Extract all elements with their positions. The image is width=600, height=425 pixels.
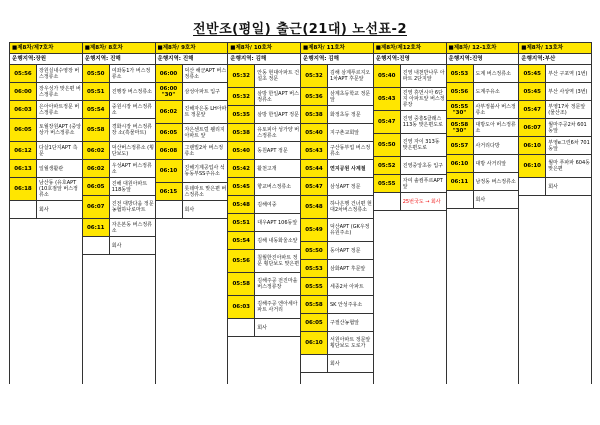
departure-time: 05:42 — [228, 160, 255, 177]
route-table — [9, 42, 592, 384]
stop-name: 동원APT 정문 — [257, 147, 288, 154]
stop-row — [228, 106, 300, 124]
stop-name: 대방 사거리앞 — [475, 160, 507, 167]
stop-name: 향교버스정류소 — [257, 183, 292, 190]
departure-time: 06:00 — [10, 83, 37, 100]
stop-row — [83, 219, 155, 237]
departure-time: 06:02 — [83, 142, 110, 159]
stop-row — [519, 137, 591, 155]
stop-row — [447, 101, 519, 119]
stop-name: 덕산APT (GK우정유원주소) — [330, 224, 370, 236]
departure-time: 05:38 — [301, 106, 328, 123]
stop-name: 삼화APT 후문앞 — [330, 265, 366, 272]
stop-name: 우성APT 버스정류소 — [111, 162, 152, 175]
departure-time: 05:40 — [228, 142, 255, 159]
departure-time: 05:45 — [519, 83, 546, 100]
stop-row — [83, 178, 155, 196]
stop-name: 진해 대원아파트 118동앞 — [111, 180, 148, 193]
departure-time: 05:40 — [301, 124, 328, 141]
stop-name: 구산동부업 버스정류소 — [330, 144, 371, 157]
stop-name: 활천고개 — [257, 165, 277, 172]
stop-row — [10, 101, 82, 119]
departure-time — [301, 355, 328, 372]
stop-row — [519, 178, 591, 196]
route-column — [519, 43, 592, 384]
stop-name: 부산 사상역 (3번) — [548, 88, 588, 95]
departure-time — [519, 178, 546, 195]
stop-name: 진해기계공업사 석동동부SS주유소 — [184, 165, 225, 177]
stop-row — [10, 83, 82, 101]
stop-row — [374, 134, 446, 157]
stop-name: 다살1단지APT 측문 — [39, 144, 78, 157]
stop-row — [301, 219, 373, 242]
departure-time: 06:10 — [301, 332, 328, 354]
stop-name: 진영 중흥S클래스 113동 맞은편도로 — [402, 116, 443, 128]
stop-row — [83, 142, 155, 160]
departure-time: 05:56 — [228, 250, 255, 272]
stop-row — [10, 65, 82, 83]
stop-row — [156, 65, 228, 83]
stop-row — [301, 160, 373, 178]
stop-name: 회사 — [475, 196, 486, 203]
stop-name: 부영17차 정문앞(물산조) — [548, 103, 586, 116]
stop-row — [10, 119, 82, 142]
stop-name: 경화시장 버스정류장 소(흑물마트) — [111, 124, 152, 136]
departure-time: 05:40 — [374, 65, 401, 87]
departure-time — [228, 319, 255, 336]
stop-row — [228, 88, 300, 106]
stop-name: 회사 — [39, 206, 49, 213]
departure-time: 05:58 — [228, 273, 255, 295]
departure-time: 06:08 — [156, 142, 183, 159]
stop-row — [447, 155, 519, 173]
stop-row — [374, 175, 446, 193]
stop-name: 회사 — [548, 183, 558, 190]
departure-time: 05:58 "30" — [447, 119, 474, 136]
departure-time: 06:00 — [156, 65, 183, 82]
departure-time: 05:48 — [228, 196, 255, 213]
departure-time: 05:51 — [83, 83, 110, 100]
stop-row — [83, 119, 155, 142]
stop-row — [10, 178, 82, 201]
service-area: 운행지역: 김해 — [228, 54, 300, 65]
stop-name: 삼성APT 정문 — [330, 183, 361, 190]
departure-time — [374, 193, 401, 210]
vehicle-header: ■제8차/ 10호차 — [228, 43, 300, 54]
vehicle-header: ■제8차/ 8호차 — [83, 43, 155, 54]
departure-time: 05:49 — [301, 219, 328, 241]
stop-row — [228, 196, 300, 214]
stop-name: 칠월한진아파트 정문 횡단보도 맞은편 — [257, 255, 300, 267]
departure-time: 06:02 — [83, 160, 110, 177]
departure-time: 05:57 — [447, 137, 474, 154]
departure-time: 05:35 — [228, 106, 255, 123]
departure-time: 06:03 — [228, 296, 255, 318]
stop-row — [156, 201, 228, 219]
departure-time: 06:02 — [156, 101, 183, 123]
departure-time: 06:10 — [447, 155, 474, 172]
departure-time: 06:10 — [519, 155, 546, 177]
departure-time: 05:43 — [374, 88, 401, 110]
stop-row — [156, 142, 228, 160]
stop-name: 대방도아 버스정류소 — [475, 121, 516, 134]
stop-name: 도계주유소 — [475, 88, 500, 95]
stop-row — [228, 124, 300, 142]
stop-name: 김해 삼계푸르지오 1차APT 후문앞 — [330, 70, 371, 82]
stop-name: 회사 — [330, 360, 340, 367]
stop-name: 자은센트럴 웰리지아파트 앞 — [184, 126, 225, 139]
stop-name: 부영e그린6차 701동앞 — [548, 139, 590, 152]
stop-name: 진행장 버스정류소 — [111, 88, 152, 95]
stop-name: 덕산버스정류소 (횡단보도) — [111, 144, 154, 157]
stop-name: 진영 휴먼시아 6단지 아파트앞 버스정류장 — [402, 90, 445, 108]
service-area: 운행지역:진영 — [447, 54, 519, 65]
stop-name: 롯데마트 맞은편 버스정류소 — [184, 185, 227, 198]
stop-row — [156, 160, 228, 183]
stop-name: 진해자은동 LH아파트 정문앞 — [184, 106, 227, 118]
stop-row — [228, 232, 300, 250]
stop-row — [301, 142, 373, 160]
stop-row — [156, 101, 228, 124]
departure-time: 05:43 — [301, 142, 328, 159]
stop-name: 안동 현대아파트 건설초 정문 — [257, 70, 300, 82]
route-column — [374, 43, 447, 384]
stop-row — [228, 65, 300, 88]
stop-name: 일월생활관 — [39, 165, 64, 172]
stop-name: 김해주공 엔아세아파트 사거리 — [257, 301, 298, 313]
service-area: 운행지역: 진해 — [156, 54, 228, 65]
stop-name: 진영중앙초등 입구 — [402, 162, 443, 169]
departure-time: 05:47 — [374, 111, 401, 133]
stop-name: 25번국도 → 회사 — [402, 198, 441, 205]
departure-time: 06:03 — [10, 101, 37, 118]
stop-row — [301, 178, 373, 196]
stop-name: 대우APT 106동앞 — [257, 219, 298, 226]
stop-row — [447, 173, 519, 191]
service-area: 운행지역:진영 — [374, 54, 446, 65]
stop-row — [447, 65, 519, 83]
stop-row — [519, 119, 591, 137]
stop-name: 동아APT 정문 — [330, 247, 361, 254]
vehicle-header: ■제8차/제12호차 — [374, 43, 446, 54]
departure-time: 05:55 — [301, 278, 328, 295]
departure-time: 05:54 — [83, 101, 110, 118]
departure-time: 06:11 — [447, 173, 474, 190]
stop-name: 연지공원 사계절 — [330, 165, 366, 172]
stop-row — [374, 111, 446, 134]
departure-time: 05:44 — [301, 160, 328, 177]
route-column — [10, 43, 83, 384]
stop-row — [83, 65, 155, 83]
stop-name: 구절산농협앞 — [330, 319, 359, 326]
stop-name: 삼계초등학교 정문앞 — [330, 90, 371, 103]
departure-time: 05:53 — [301, 260, 328, 277]
stop-name: 지구촌교회앞 — [330, 129, 359, 136]
stop-name: 진전 대방다움 정문 농협하나로마트 — [111, 201, 154, 213]
stop-row — [83, 160, 155, 178]
stop-row — [374, 88, 446, 111]
stop-name: 부산 구포역 (1번) — [548, 70, 588, 77]
departure-time: 05:53 — [447, 65, 474, 82]
stop-row — [228, 273, 300, 296]
stop-row — [10, 160, 82, 178]
stop-row — [301, 278, 373, 296]
stop-row — [228, 214, 300, 232]
departure-time: 06:07 — [83, 196, 110, 218]
departure-time: 05:50 — [374, 134, 401, 156]
vehicle-header: ■제8차/ 9호차 — [156, 43, 228, 54]
departure-time: 06:05 — [301, 314, 328, 331]
departure-time: 05:36 — [301, 88, 328, 105]
stop-row — [301, 106, 373, 124]
stop-name: 화정초등 정문 — [330, 111, 361, 118]
stop-row — [228, 178, 300, 196]
stop-row — [301, 88, 373, 106]
stop-row — [447, 119, 519, 137]
stop-name: 삼방 한일APT 버스정류소 — [257, 90, 299, 103]
service-area: 운행지역:부산 — [519, 54, 591, 65]
departure-time: 05:38 — [228, 124, 255, 141]
stop-row — [10, 142, 82, 160]
departure-time: 06:07 — [519, 119, 546, 136]
departure-time: 05:47 — [301, 178, 328, 195]
departure-time: 05:32 — [301, 65, 328, 87]
stop-name: 회사 — [257, 324, 267, 331]
stop-row — [519, 155, 591, 178]
departure-time: 06:10 — [519, 137, 546, 154]
service-area: 운행지역: 김해 — [301, 54, 373, 65]
stop-name: SK 안성주유소 — [330, 301, 363, 308]
departure-time: 06:10 — [156, 160, 183, 182]
departure-time: 05:50 — [301, 242, 328, 259]
stop-row — [374, 65, 446, 88]
departure-time: 05:50 — [83, 65, 110, 82]
stop-name: 서원아파트 정문앞 횡단보도 도로가 — [330, 337, 371, 349]
departure-time: 06:15 — [156, 183, 183, 200]
stop-row — [519, 101, 591, 119]
stop-name: 월마 푸파파 604동 맞은편 — [548, 160, 590, 172]
stop-row — [374, 193, 446, 211]
departure-time: 06:05 — [83, 178, 110, 195]
stop-name: 중원시장 버스정류소 — [111, 103, 152, 116]
stop-name: 회사 — [184, 206, 195, 213]
page-title: 전반조(평일) 출근(21대) 노선표-2 — [193, 22, 407, 37]
stop-name: 여좌동1가 버스정류소 — [111, 67, 151, 80]
stop-name: 도계 버스정류소 — [475, 70, 511, 77]
departure-time: 05:54 — [228, 232, 255, 249]
stop-row — [301, 65, 373, 88]
vehicle-header: ■제8차/ 11호차 — [301, 43, 373, 54]
stop-name: 김해 내동화울소앞 — [257, 237, 298, 244]
stop-row — [301, 196, 373, 219]
departure-time: 06:00 "30" — [156, 83, 183, 100]
stop-row — [156, 124, 228, 142]
departure-time: 05:56 — [10, 65, 37, 82]
departure-time: 05:45 — [519, 65, 546, 82]
stop-row — [301, 260, 373, 278]
departure-time: 05:52 — [374, 157, 401, 174]
vehicle-header: ■제8차/제7호차 — [10, 43, 82, 54]
service-area: 운행지역:장원 — [10, 54, 82, 65]
stop-name: 사부정블사 버스정류소 — [475, 103, 516, 116]
stop-row — [83, 83, 155, 101]
stop-row — [83, 196, 155, 219]
stop-name: 장우성가 맞은편 버스정류소 — [39, 85, 81, 98]
departure-time: 05:45 — [228, 178, 255, 195]
service-area: 운행지역: 진해 — [83, 54, 155, 65]
departure-time: 05:47 — [519, 101, 546, 118]
stop-row — [228, 296, 300, 319]
stop-row — [374, 157, 446, 175]
departure-time — [83, 237, 110, 254]
departure-time: 05:55 — [374, 175, 401, 192]
stop-row — [301, 124, 373, 142]
departure-time: 05:48 — [301, 196, 328, 218]
stop-row — [301, 314, 373, 332]
stop-row — [301, 296, 373, 314]
stop-row — [83, 101, 155, 119]
stop-name: 김해주공 전진마을 버스정류장 — [257, 278, 298, 290]
route-column — [447, 43, 520, 384]
departure-time: 05:51 — [228, 214, 255, 231]
vehicle-header: ■제8차/ 12-1호차 — [447, 43, 519, 54]
route-column — [83, 43, 156, 384]
stop-row — [83, 237, 155, 255]
departure-time: 06:18 — [10, 178, 37, 200]
stop-row — [301, 332, 373, 355]
stop-name: 자여 솔컴푸르APT앞 — [402, 177, 443, 190]
stop-name: 삼방 한일APT 정문 — [257, 111, 299, 118]
stop-row — [519, 83, 591, 101]
stop-row — [228, 160, 300, 178]
stop-name: 유토피아 성가양 버스정류소 — [257, 126, 300, 139]
route-column — [228, 43, 301, 384]
stop-row — [519, 65, 591, 83]
departure-time: 05:58 — [83, 119, 110, 141]
stop-row — [301, 355, 373, 373]
stop-name: 덕산 해군APT 버스정류소 — [184, 67, 227, 80]
stop-name: 사거리다방 — [475, 142, 500, 149]
stop-name: 장원실내수영장 버스정류소 — [39, 67, 80, 80]
departure-time: 05:56 — [447, 83, 474, 100]
departure-time — [156, 201, 183, 218]
stop-name: 토월장원APT (중앙상가 버스정류소 — [39, 124, 82, 136]
stop-row — [156, 183, 228, 201]
stop-name: 진영 자이 313동 맞은편도로 — [402, 139, 440, 151]
departure-time — [10, 201, 37, 218]
stop-row — [447, 191, 519, 209]
stop-name: 그랜빌2차 버스정류소 — [184, 144, 224, 157]
departure-time: 06:05 — [156, 124, 183, 141]
stop-row — [447, 137, 519, 155]
stop-name: 김해여중 — [257, 201, 277, 208]
route-column — [156, 43, 229, 384]
stop-name: 회사 — [111, 242, 122, 249]
stop-name: 하나은행 건너편 현대2차버스정류소 — [330, 201, 372, 213]
stop-row — [228, 319, 300, 337]
stop-name: 은아아파트정문 버스정류소 — [39, 103, 80, 116]
departure-time — [447, 191, 474, 208]
departure-time: 06:13 — [10, 160, 37, 177]
stop-name: 삼성아파트 입구 — [184, 88, 220, 95]
departure-time: 05:32 — [228, 65, 255, 87]
stop-row — [301, 242, 373, 260]
stop-name: 남산동 (유호APT (10호점앞 버스정류소 — [39, 180, 78, 198]
stop-row — [447, 83, 519, 101]
departure-time: 06:05 — [10, 119, 37, 141]
route-column — [301, 43, 374, 384]
stop-row — [10, 201, 82, 219]
stop-name: 세종2차 아파트 — [330, 283, 364, 290]
departure-time: 05:55 "30" — [447, 101, 474, 118]
departure-time: 05:32 — [228, 88, 255, 105]
stop-row — [156, 83, 228, 101]
vehicle-header: ■제8차/ 13호차 — [519, 43, 591, 54]
stop-row — [228, 142, 300, 160]
departure-time: 05:58 — [301, 296, 328, 313]
stop-name: 진영 내천반나무 아파트 2단지앞 — [402, 70, 445, 82]
departure-time: 06:11 — [83, 219, 110, 236]
stop-name: 월마주공2차 601동앞 — [548, 121, 587, 134]
departure-time: 06:12 — [10, 142, 37, 159]
stop-name: 남정동 버스정류소 — [475, 178, 516, 185]
stop-name: 자은본동 버스정류소 — [111, 221, 152, 234]
stop-row — [228, 250, 300, 273]
